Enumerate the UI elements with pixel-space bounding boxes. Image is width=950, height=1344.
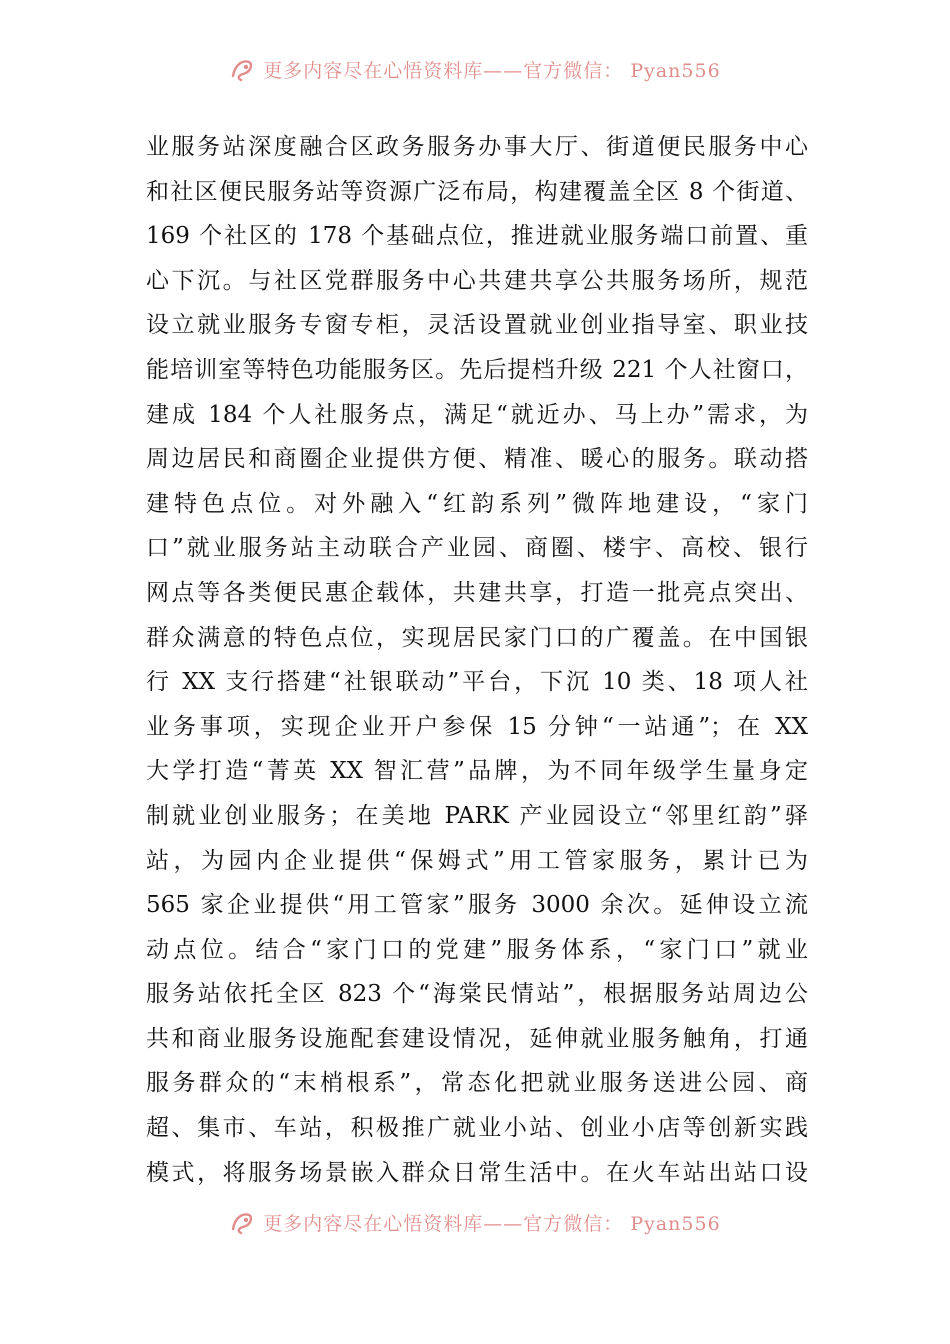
text-line: 动点位。结合“家门口的党建”服务体系，“家门口”就业: [146, 936, 808, 963]
text-line: 业务事项，实现企业开户参保 15 分钟“一站通”；在 XX: [146, 713, 808, 740]
text-line: 网点等各类便民惠企载体，共建共享，打造一批亮点突出、: [146, 579, 808, 606]
footer-banner-text: 更多内容尽在心悟资料库——官方微信： Pyan556: [263, 1212, 721, 1235]
text-line: 服务群众的“末梢根系”，常态化把就业服务送进公园、商: [146, 1070, 808, 1097]
text-line: 超、集市、车站，积极推广就业小站、创业小店等创新实践: [146, 1115, 808, 1142]
text-line: 设立就业服务专窗专柜，灵活设置就业创业指导室、职业技: [146, 312, 808, 339]
text-line: 565 家企业提供“用工管家”服务 3000 余次。延伸设立流: [146, 892, 808, 919]
text-line: 行 XX 支行搭建“社银联动”平台，下沉 10 类、18 项人社: [146, 669, 808, 696]
header-banner-text: 更多内容尽在心悟资料库——官方微信： Pyan556: [263, 59, 721, 82]
text-line: 建成 184 个人社服务点，满足“就近办、马上办”需求，为: [146, 401, 808, 428]
brand-logo-icon: [229, 56, 255, 82]
text-line: 制就业创业服务；在美地 PARK 产业园设立“邻里红韵”驿: [146, 802, 808, 829]
text-line: 服务站依托全区 823 个“海棠民情站”，根据服务站周边公: [146, 981, 808, 1008]
header-watermark-banner: [0, 52, 950, 86]
text-line: 共和商业服务设施配套建设情况，延伸就业服务触角，打通: [146, 1025, 808, 1052]
footer-watermark-banner: [0, 1205, 950, 1239]
text-line: 心下沉。与社区党群服务中心共建共享公共服务场所，规范: [146, 267, 808, 294]
text-line: 业服务站深度融合区政务服务办事大厅、街道便民服务中心: [146, 134, 808, 160]
text-line: 能培训室等特色功能服务区。先后提档升级 221 个人社窗口，: [146, 356, 808, 383]
text-line: 建特色点位。对外融入“红韵系列”微阵地建设，“家门: [146, 490, 808, 517]
text-line: 169 个社区的 178 个基础点位，推进就业服务端口前置、重: [146, 223, 808, 250]
text-line: 大学打造“菁英 XX 智汇营”品牌，为不同年级学生量身定: [146, 758, 808, 785]
text-line: 群众满意的特色点位，实现居民家门口的广覆盖。在中国银: [146, 624, 808, 651]
text-line: 口”就业服务站主动联合产业园、商圈、楼宇、高校、银行: [146, 535, 808, 562]
text-line: 和社区便民服务站等资源广泛布局，构建覆盖全区 8 个街道、: [146, 178, 808, 205]
brand-logo-icon: [229, 1209, 255, 1235]
text-line: 周边居民和商圈企业提供方便、精准、暖心的服务。联动搭: [146, 446, 808, 473]
text-line: 模式，将服务场景嵌入群众日常生活中。在火车站出站口设: [146, 1159, 808, 1186]
text-line: 站，为园内企业提供“保姆式”用工管家服务，累计已为: [146, 847, 808, 874]
body-text: [146, 125, 808, 1195]
